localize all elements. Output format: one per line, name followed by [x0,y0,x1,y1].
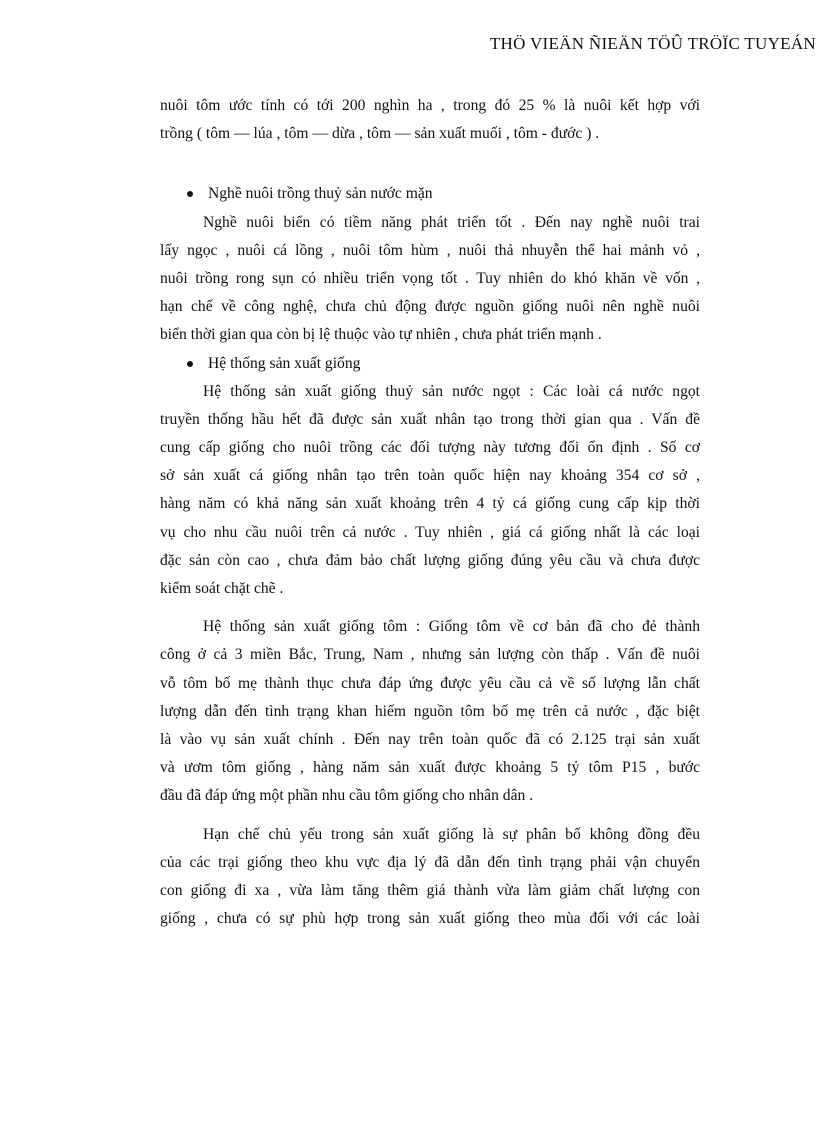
text-line: của các trại giống theo khu vực địa lý đã dẫn đến tình trạng phải vận chuyển [160,853,700,871]
paragraph-1 [160,92,700,148]
paragraph-2 [160,209,700,350]
bullet-label: Nghề nuôi trồng thuỷ sản nước mặn [208,185,433,203]
text-line: vụ cho nhu cầu nuôi trên cả nước . Tuy nhiên , giá cá giống nhất là các loại [160,523,700,541]
text-line: lượng dẫn đến tình trạng khan hiếm nguồn tôm bố mẹ trên cả nước , đặc biệt [160,702,700,720]
text-line: là vào vụ sản xuất chính . Đến nay trên toàn quốc đã có 2.125 trại sản xuất [160,730,700,748]
page-header: THÖ VIEÄN ÑIEÄN TÖÛ TRÖÏC TUYEÁN [489,34,816,53]
text-line: Hệ thống sản xuất giống tôm : Giống tôm về cơ bản đã cho đẻ thành [203,618,700,636]
text-line: biển thời gian qua còn bị lệ thuộc vào tự nhiên , chưa phát triển mạnh . [160,326,602,344]
text-line: kiểm soát chặt chẽ . [160,580,284,597]
document-body [160,92,700,933]
text-line: giống , chưa có sự phù hợp trong sản xuất giống theo mùa đối với các loài [160,910,700,928]
paragraph-4 [160,613,700,810]
text-line: trồng ( tôm — lúa , tôm — dừa , tôm — sản xuất muối , tôm - đước ) . [160,125,600,143]
text-line: và ươm tôm giống , hàng năm sản xuất được khoảng 5 tỷ tôm P15 , bước [160,759,700,777]
text-line: Hệ thống sản xuất giống thuỷ sản nước ngọt : Các loài cá nước ngọt [203,382,700,400]
text-line: hàng năm có khả năng sản xuất khoảng trên 4 tỷ cá giống cung cấp kịp thời [160,495,700,513]
text-line: nuôi trồng rong sụn có nhiều triển vọng tốt . Tuy nhiên do khó khăn về vốn , [160,269,700,287]
text-line: công ở cả 3 miền Bắc, Trung, Nam , nhưng sản lượng còn thấp . Vấn đề nuôi [160,646,700,664]
text-line: Nghề nuôi biển có tiềm năng phát triển tốt . Đến nay nghề nuôi trai [203,213,700,231]
text-line: cung cấp giống cho nuôi trồng các đối tượng này tương đối ổn định . Số cơ [160,439,700,457]
bullet-icon [187,361,193,367]
text-line: truyền thống hầu hết đã được sản xuất nhân tạo trong thời gian qua . Vấn đề [160,410,700,428]
text-line: hạn chế về công nghệ, chưa chủ động được nguồn giống nuôi nên nghề nuôi [160,298,700,316]
bullet-label: Hệ thống sản xuất giống [208,354,361,372]
text-line: lấy ngọc , nuôi cá lồng , nuôi tôm hùm , nuôi thả nhuyễn thể hai mảnh vỏ , [160,241,700,259]
text-line: con giống đi xa , vừa làm tăng thêm giá thành vừa làm giảm chất lượng con [160,881,700,899]
text-line: nuôi tôm ước tính có tới 200 nghìn ha , trong đó 25 % là nuôi kết hợp với [160,97,700,114]
paragraph-3 [160,378,700,604]
paragraph-5 [160,821,700,934]
bullet-icon [187,191,193,197]
text-line: sở sản xuất cá giống nhân tạo trên toàn quốc hiện nay khoảng 354 cơ sở , [160,467,700,485]
text-line: Hạn chế chủ yếu trong sản xuất giống là sự phân bố không đồng đều [203,825,700,843]
text-line: đặc sản còn cao , chưa đảm bảo chất lượng giống đúng yêu cầu và chưa được [160,551,700,569]
bullet-item-saltwater [160,180,700,208]
text-line: đầu đã đáp ứng một phần nhu cầu tôm giống cho nhân dân . [160,787,534,805]
text-line: vỗ tôm bố mẹ thành thục chưa đáp ứng được yêu cầu cả về số lượng lẫn chất [160,674,700,692]
bullet-item-seed-production [160,350,700,378]
